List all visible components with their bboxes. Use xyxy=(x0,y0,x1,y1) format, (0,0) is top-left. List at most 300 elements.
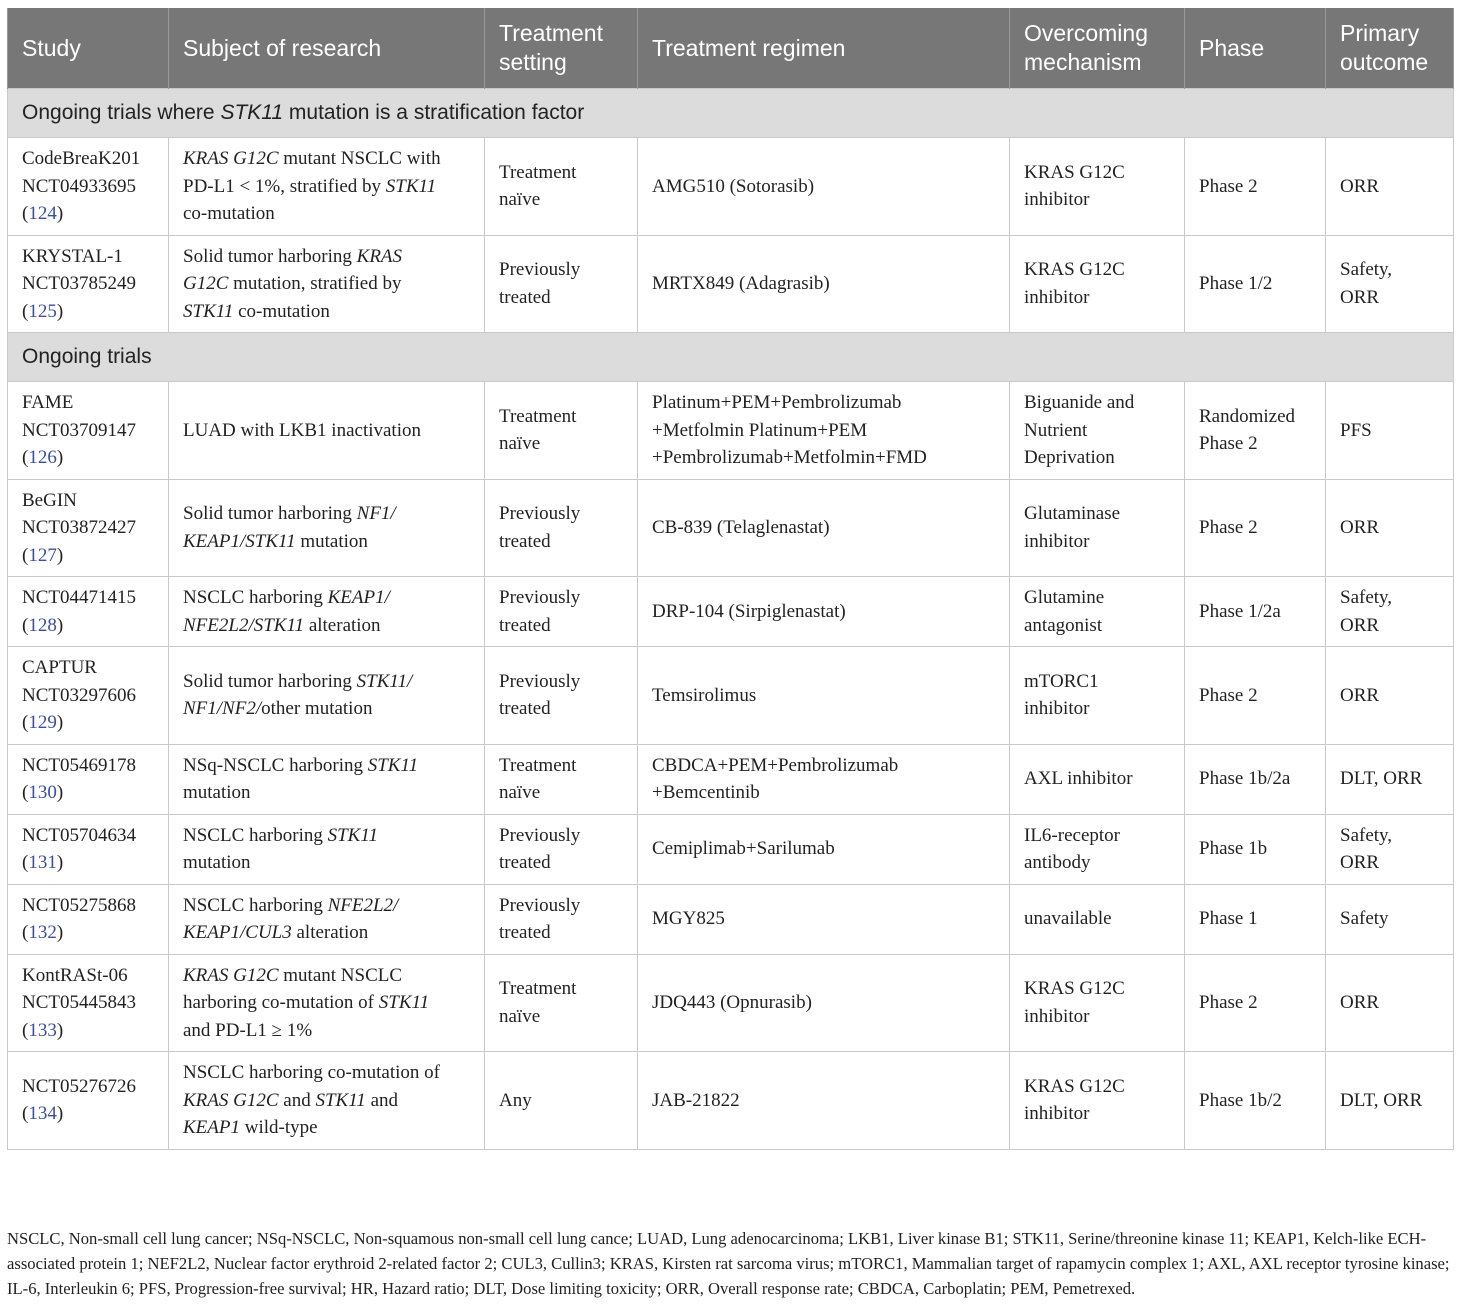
text-run: ) xyxy=(56,1019,64,1041)
cell-line xyxy=(1024,822,1170,850)
cell-line xyxy=(652,598,995,626)
text-run: Glutamine xyxy=(1024,587,1105,608)
cell-setting xyxy=(485,479,638,577)
reference-link: 130 xyxy=(28,782,57,803)
text-run: Phase 1/2a xyxy=(1199,600,1281,622)
cell-line xyxy=(183,173,470,201)
text-run: NSCLC harboring xyxy=(183,587,328,608)
text-run: Glutaminase xyxy=(1024,503,1121,525)
cell-line xyxy=(499,1003,623,1031)
text-run: Biguanide and xyxy=(1024,392,1135,413)
text-run: and xyxy=(278,1089,316,1111)
text-run: Solid tumor harboring xyxy=(183,670,357,692)
italic-text: KRAS G12C xyxy=(183,148,279,169)
cell-mechanism xyxy=(1010,479,1185,577)
cell-line xyxy=(22,919,154,947)
text-run: Phase 2 xyxy=(1199,175,1258,197)
text-run: NSCLC harboring co-mutation of xyxy=(183,1062,440,1083)
cell-line xyxy=(1024,444,1170,472)
cell-mechanism xyxy=(1010,1052,1185,1150)
italic-text: KRAS xyxy=(356,245,403,267)
cell-setting xyxy=(485,577,638,647)
cell-line xyxy=(22,822,154,850)
text-run: LUAD with LKB1 inactivation xyxy=(183,419,421,441)
text-run: ORR xyxy=(1340,517,1380,538)
cell-line xyxy=(499,159,623,187)
cell-line xyxy=(22,444,154,472)
cell-outcome xyxy=(1326,647,1454,745)
cell-phase xyxy=(1185,138,1326,236)
cell-line xyxy=(499,256,623,284)
cell-regimen xyxy=(638,382,1010,480)
text-run: Treatment xyxy=(499,978,577,1000)
cell-line xyxy=(1024,1003,1170,1031)
cell-study xyxy=(8,1052,169,1150)
cell-line xyxy=(652,752,995,780)
cell-study xyxy=(8,647,169,745)
cell-line xyxy=(183,668,470,696)
text-run: Phase 1 xyxy=(1199,908,1258,930)
text-run: alteration xyxy=(304,614,381,636)
table-row xyxy=(8,647,1454,745)
text-run: ) xyxy=(56,614,64,636)
text-run: inhibitor xyxy=(1024,530,1090,552)
text-run: and PD-L1 ≥ 1% xyxy=(183,1019,313,1041)
text-run: naïve xyxy=(499,189,541,211)
cell-outcome xyxy=(1326,1052,1454,1150)
text-run: CodeBreaK201 xyxy=(22,148,141,169)
cell-line xyxy=(652,417,995,445)
italic-text: STK11/ xyxy=(356,670,413,692)
cell-outcome xyxy=(1326,577,1454,647)
col-header-regimen: Treatment regimen xyxy=(638,8,1010,89)
cell-line xyxy=(22,200,154,228)
cell-setting xyxy=(485,1052,638,1150)
cell-phase xyxy=(1185,744,1326,814)
cell-line xyxy=(183,892,470,920)
cell-regimen xyxy=(638,235,1010,333)
cell-outcome xyxy=(1326,382,1454,480)
text-run: treated xyxy=(499,698,551,720)
cell-line xyxy=(183,822,470,850)
text-run: naïve xyxy=(499,782,541,803)
table-row xyxy=(8,1052,1454,1150)
text-run: BeGIN xyxy=(22,489,77,511)
text-run: Safety, xyxy=(1340,259,1393,281)
italic-text: STK11 xyxy=(385,175,437,197)
cell-study xyxy=(8,382,169,480)
cell-setting xyxy=(485,647,638,745)
clinical-trials-table xyxy=(7,8,1454,1150)
cell-line xyxy=(22,1073,154,1101)
text-run: inhibitor xyxy=(1024,189,1090,211)
text-run: Phase 1b/2a xyxy=(1199,768,1291,790)
text-run: ( xyxy=(22,1103,29,1125)
cell-line xyxy=(1024,695,1170,723)
cell-mechanism xyxy=(1010,647,1185,745)
cell-line xyxy=(183,1087,470,1115)
cell-regimen xyxy=(638,647,1010,745)
cell-line xyxy=(499,892,623,920)
cell-line xyxy=(652,444,995,472)
italic-text: STK11 xyxy=(315,1089,366,1111)
text-run: CBDCA+PEM+Pembrolizumab xyxy=(652,754,899,776)
text-run: Treatment xyxy=(499,405,577,427)
cell-outcome xyxy=(1326,954,1454,1052)
text-run: Phase 1b xyxy=(1199,838,1268,860)
text-run: ) xyxy=(56,300,64,322)
cell-phase xyxy=(1185,577,1326,647)
text-run: Previously xyxy=(499,824,581,846)
cell-line xyxy=(22,849,154,877)
text-run: Solid tumor harboring xyxy=(183,503,357,525)
cell-outcome xyxy=(1326,138,1454,236)
cell-line xyxy=(652,905,995,933)
text-run: KRYSTAL-1 xyxy=(22,245,123,267)
cell-setting xyxy=(485,744,638,814)
col-header-subject: Subject of research xyxy=(169,8,485,89)
cell-regimen xyxy=(638,479,1010,577)
cell-line xyxy=(22,145,154,173)
italic-text: STK11 xyxy=(183,300,234,322)
cell-setting xyxy=(485,235,638,333)
text-run: NCT03872427 xyxy=(22,517,136,538)
text-run: DLT, ORR xyxy=(1340,768,1423,790)
reference-link: 132 xyxy=(28,922,57,943)
cell-subject xyxy=(169,577,485,647)
table-body xyxy=(8,89,1454,1150)
text-run: Nutrient xyxy=(1024,419,1088,441)
cell-line xyxy=(183,298,470,326)
cell-line xyxy=(1024,668,1170,696)
italic-text: NF1/ xyxy=(356,503,396,525)
cell-outcome xyxy=(1326,235,1454,333)
text-run: ( xyxy=(22,544,29,566)
cell-line xyxy=(499,668,623,696)
cell-line xyxy=(1340,765,1439,793)
text-run: ) xyxy=(56,782,64,803)
text-run: unavailable xyxy=(1024,908,1112,930)
text-run: NCT05276726 xyxy=(22,1075,136,1097)
text-run: Ongoing trials xyxy=(22,345,152,369)
text-run: Phase 1b/2 xyxy=(1199,1089,1282,1111)
text-run: ORR xyxy=(1340,286,1380,308)
cell-phase xyxy=(1185,814,1326,884)
text-run: ) xyxy=(56,922,64,943)
text-run: NCT05469178 xyxy=(22,754,136,776)
section-row xyxy=(8,333,1454,382)
table-row xyxy=(8,382,1454,480)
cell-line xyxy=(1199,514,1311,542)
cell-line xyxy=(183,200,470,228)
cell-line xyxy=(22,584,154,612)
text-run: +Pembrolizumab+Metfolmin+FMD xyxy=(652,447,927,468)
cell-line xyxy=(499,430,623,458)
cell-line xyxy=(499,849,623,877)
cell-line xyxy=(1024,389,1170,417)
col-header-setting: Treatment setting xyxy=(485,8,638,89)
cell-line xyxy=(22,270,154,298)
cell-line xyxy=(499,403,623,431)
text-run: treated xyxy=(499,852,551,873)
table-row xyxy=(8,235,1454,333)
cell-line xyxy=(183,145,470,173)
cell-line xyxy=(1199,835,1311,863)
cell-line xyxy=(1340,284,1439,312)
cell-setting xyxy=(485,954,638,1052)
text-run: DLT, ORR xyxy=(1340,1089,1423,1111)
cell-subject xyxy=(169,138,485,236)
text-run: NCT04933695 xyxy=(22,175,136,197)
text-run: treated xyxy=(499,614,551,636)
cell-line xyxy=(1199,403,1311,431)
text-run: CB-839 (Telaglenastat) xyxy=(652,517,830,538)
text-run: ( xyxy=(22,614,29,636)
cell-line xyxy=(183,528,470,556)
text-run: co-mutation xyxy=(233,300,330,322)
cell-subject xyxy=(169,744,485,814)
cell-line xyxy=(183,1114,470,1142)
cell-line xyxy=(183,1017,470,1045)
text-run: Ongoing trials where xyxy=(22,101,221,125)
cell-line xyxy=(1340,1087,1439,1115)
cell-line xyxy=(22,654,154,682)
text-run: Safety, xyxy=(1340,587,1393,608)
text-run: Safety, xyxy=(1340,824,1393,846)
text-run: ORR xyxy=(1340,992,1380,1013)
text-run: ) xyxy=(56,544,64,566)
text-run: treated xyxy=(499,530,551,552)
cell-line xyxy=(499,584,623,612)
cell-line xyxy=(183,1059,470,1087)
text-run: Previously xyxy=(499,894,581,916)
text-run: Platinum+PEM+Pembrolizumab xyxy=(652,392,902,413)
text-run: JDQ443 (Opnurasib) xyxy=(652,992,812,1013)
text-run: Previously xyxy=(499,259,581,281)
italic-text: KEAP1/CUL3 xyxy=(183,922,292,943)
cell-line xyxy=(1024,765,1170,793)
cell-line xyxy=(22,779,154,807)
italic-text: KRAS G12C xyxy=(183,964,279,986)
cell-line xyxy=(22,682,154,710)
text-run: NCT03709147 xyxy=(22,419,136,441)
cell-subject xyxy=(169,235,485,333)
text-run: Phase 2 xyxy=(1199,684,1258,706)
cell-outcome xyxy=(1326,814,1454,884)
cell-line xyxy=(1024,159,1170,187)
text-run: +Bemcentinib xyxy=(652,782,760,803)
cell-line xyxy=(183,612,470,640)
cell-line xyxy=(183,752,470,780)
text-run: IL6-receptor xyxy=(1024,824,1120,846)
cell-line xyxy=(1340,514,1439,542)
cell-line xyxy=(652,989,995,1017)
italic-text: KEAP1 xyxy=(183,1117,240,1138)
cell-line xyxy=(22,892,154,920)
text-run: Previously xyxy=(499,670,581,692)
text-run: other mutation xyxy=(261,698,373,720)
cell-line xyxy=(1199,765,1311,793)
text-run: PFS xyxy=(1340,419,1372,441)
cell-setting xyxy=(485,884,638,954)
col-header-phase: Phase xyxy=(1185,8,1326,89)
italic-text: NF1/NF2/ xyxy=(183,698,262,720)
cell-phase xyxy=(1185,1052,1326,1150)
cell-line xyxy=(1024,528,1170,556)
reference-link: 127 xyxy=(28,544,57,566)
cell-line xyxy=(1340,584,1439,612)
italic-text: STK11 xyxy=(367,754,419,776)
cell-mechanism xyxy=(1010,235,1185,333)
text-run: ORR xyxy=(1340,684,1380,706)
text-run: mutation xyxy=(183,782,251,803)
text-run: NSq-NSCLC harboring xyxy=(183,754,368,776)
cell-line xyxy=(652,270,995,298)
text-run: wild-type xyxy=(240,1117,318,1138)
cell-line xyxy=(652,173,995,201)
cell-line xyxy=(499,919,623,947)
text-run: mTORC1 xyxy=(1024,670,1099,692)
reference-link: 131 xyxy=(28,852,57,873)
cell-line xyxy=(1199,430,1311,458)
table-row xyxy=(8,138,1454,236)
text-run: Previously xyxy=(499,587,581,608)
cell-line xyxy=(1024,284,1170,312)
table-row xyxy=(8,479,1454,577)
cell-line xyxy=(499,695,623,723)
cell-study xyxy=(8,954,169,1052)
cell-line xyxy=(499,284,623,312)
cell-line xyxy=(1199,270,1311,298)
italic-text: NFE2L2/ xyxy=(327,894,399,916)
text-run: naïve xyxy=(499,433,541,455)
cell-line xyxy=(183,584,470,612)
cell-line xyxy=(1340,256,1439,284)
section-title xyxy=(8,333,1454,382)
cell-phase xyxy=(1185,479,1326,577)
cell-mechanism xyxy=(1010,814,1185,884)
cell-line xyxy=(183,989,470,1017)
text-run: FAME xyxy=(22,392,74,413)
text-run: PD-L1 < 1%, stratified by xyxy=(183,175,386,197)
cell-line xyxy=(1340,822,1439,850)
text-run: harboring co-mutation of xyxy=(183,992,379,1013)
cell-regimen xyxy=(638,577,1010,647)
text-run: mutation, stratified by xyxy=(228,273,402,294)
text-run: MGY825 xyxy=(652,908,725,930)
cell-line xyxy=(183,962,470,990)
cell-line xyxy=(183,779,470,807)
col-header-mechanism: Overcoming mechanism xyxy=(1010,8,1185,89)
cell-line xyxy=(22,487,154,515)
text-run: NCT03297606 xyxy=(22,684,136,706)
text-run: ( xyxy=(22,782,29,803)
text-run: NCT05275868 xyxy=(22,894,136,916)
text-run: Solid tumor harboring xyxy=(183,245,357,267)
cell-line xyxy=(499,975,623,1003)
text-run: naïve xyxy=(499,1005,541,1027)
header-row xyxy=(8,8,1454,89)
table-footnote: NSCLC, Non-small cell lung cancer; NSq-NSCLC, Non-squamous non-small cell lung cance; LUAD, Lung adenocarcinoma; LKB1, Liver kinase B1; STK11, Serine/threonine kinase 11; KEAP1, Kelch-like ECH-associated protein 1; NEF2L2, Nuclear factor erythroid 2-related factor 2; CUL3, Cullin3; KRAS, Kirsten rat sarcoma virus; mTORC1, Mammalian target of rapamycin complex 1; AXL, AXL receptor tyrosine kinase; IL-6, Interleukin 6; PFS, Progression-free survival; HR, Hazard ratio; DLT, Dose limiting toxicity; ORR, Overall response rate; CBDCA, Carboplatin; PEM, Pemetrexed. xyxy=(7,1229,1450,1298)
cell-line xyxy=(183,270,470,298)
col-header-study: Study xyxy=(8,8,169,89)
cell-line xyxy=(22,298,154,326)
text-run: co-mutation xyxy=(183,203,275,224)
cell-line xyxy=(22,962,154,990)
cell-line xyxy=(183,695,470,723)
cell-regimen xyxy=(638,744,1010,814)
cell-setting xyxy=(485,138,638,236)
cell-line xyxy=(22,989,154,1017)
text-run: inhibitor xyxy=(1024,698,1090,720)
reference-link: 124 xyxy=(28,203,57,224)
cell-phase xyxy=(1185,382,1326,480)
text-run: NSCLC harboring xyxy=(183,894,328,916)
cell-line xyxy=(652,779,995,807)
cell-study xyxy=(8,577,169,647)
text-run: Phase 2 xyxy=(1199,517,1258,538)
cell-regimen xyxy=(638,814,1010,884)
cell-line xyxy=(652,835,995,863)
text-run: inhibitor xyxy=(1024,286,1090,308)
reference-link: 134 xyxy=(28,1103,57,1125)
text-run: NCT05704634 xyxy=(22,824,136,846)
text-run: ) xyxy=(56,712,64,733)
cell-mechanism xyxy=(1010,884,1185,954)
cell-outcome xyxy=(1326,479,1454,577)
italic-text: G12C xyxy=(183,273,229,294)
italic-text: STK11 xyxy=(327,824,378,846)
cell-mechanism xyxy=(1010,138,1185,236)
cell-line xyxy=(22,709,154,737)
text-run: DRP-104 (Sirpiglenastat) xyxy=(652,600,846,622)
cell-line xyxy=(499,528,623,556)
text-run: ) xyxy=(56,203,64,224)
cell-line xyxy=(1199,173,1311,201)
cell-study xyxy=(8,138,169,236)
cell-line xyxy=(1199,1087,1311,1115)
cell-line xyxy=(1340,612,1439,640)
text-run: Treatment xyxy=(499,754,577,776)
text-run: ) xyxy=(56,1103,64,1125)
cell-mechanism xyxy=(1010,744,1185,814)
cell-regimen xyxy=(638,954,1010,1052)
cell-subject xyxy=(169,382,485,480)
cell-line xyxy=(1199,989,1311,1017)
cell-line xyxy=(1024,256,1170,284)
cell-line xyxy=(22,542,154,570)
cell-line xyxy=(22,1100,154,1128)
cell-subject xyxy=(169,1052,485,1150)
cell-regimen xyxy=(638,1052,1010,1150)
table-row xyxy=(8,577,1454,647)
cell-line xyxy=(1024,417,1170,445)
cell-line xyxy=(22,243,154,271)
cell-subject xyxy=(169,814,485,884)
cell-line xyxy=(499,779,623,807)
text-run: antibody xyxy=(1024,852,1091,873)
reference-link: 129 xyxy=(28,712,57,733)
cell-line xyxy=(183,919,470,947)
cell-line xyxy=(1340,173,1439,201)
cell-line xyxy=(1024,1073,1170,1101)
cell-subject xyxy=(169,884,485,954)
text-run: AXL inhibitor xyxy=(1024,768,1133,790)
text-run: ) xyxy=(56,852,64,873)
text-run: Safety xyxy=(1340,908,1389,930)
cell-line xyxy=(1024,849,1170,877)
cell-line xyxy=(1024,975,1170,1003)
